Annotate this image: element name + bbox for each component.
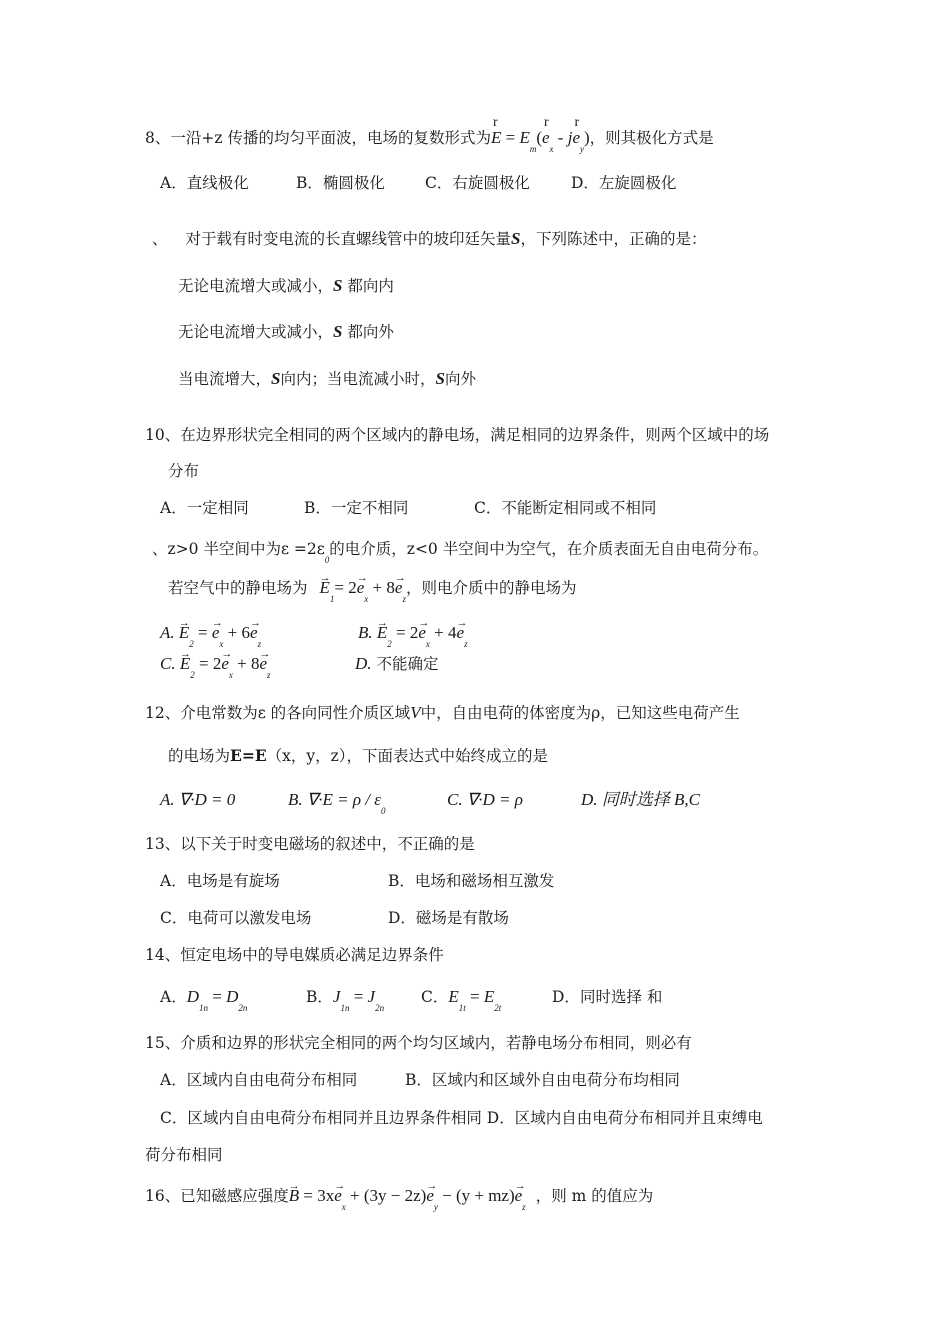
q14-option-c[interactable]: C．$E_{1t} = E_{2t}$ xyxy=(421,987,502,1013)
q13-option-b[interactable]: B．电场和磁场相互激发 xyxy=(388,872,555,890)
q15-option-a[interactable]: A．区域内自由电荷分布相同 xyxy=(160,1071,358,1089)
q14-stem: 14、恒定电场中的导电媒质必满足边界条件 xyxy=(145,946,444,964)
q9-option-1[interactable]: 无论电流增大或减小，S 都向内 xyxy=(178,276,394,295)
q13-options-row2 xyxy=(160,908,509,928)
q8-option-a[interactable]: A．直线极化 xyxy=(160,174,249,192)
q14-options xyxy=(160,987,663,1013)
q8-option-b[interactable]: B．椭圆极化 xyxy=(296,174,385,192)
q8-equation: r $E = E_m(r$ $e_x$ - jr $e_y$) xyxy=(491,128,590,147)
q16-equation: → $B = 3x\to e_x + (3y - 2z)\to e_y - (y + mz)\to e_z$ xyxy=(289,1186,526,1205)
q14-option-a[interactable]: A．$D_{1n} = D_{2n}$ xyxy=(160,987,248,1013)
q8-options xyxy=(160,173,676,193)
q13-stem: 13、以下关于时变电磁场的叙述中，不正确的是 xyxy=(145,835,475,853)
q16-stem: 16、已知磁感应强度→ $B = 3x\to e_x + (3y - 2z)\to e_y - (y + mz)\to e_z$，则 m 的值应为 xyxy=(145,1186,653,1208)
q10-stem-cont: 分布 xyxy=(168,462,200,480)
q8-option-c[interactable]: C．右旋圆极化 xyxy=(425,174,530,192)
q10-stem: 10、在边界形状完全相同的两个区域内的静电场，满足相同的边界条件，则两个区域中的场 xyxy=(145,426,770,444)
q14-option-d[interactable]: D．同时选择 和 xyxy=(552,988,663,1006)
q10-option-a[interactable]: A．一定相同 xyxy=(160,499,249,517)
q9-option-3[interactable]: 当电流增大，S向内；当电流减小时，S向外 xyxy=(178,369,476,388)
q8-stem: 8、一沿+z 传播的均匀平面波，电场的复数形式为r $E = E_m(r$ $e_x$ - jr $e_y$)，则其极化方式是 xyxy=(145,128,714,150)
q13-option-c[interactable]: C．电荷可以激发电场 xyxy=(160,909,312,927)
q10-options xyxy=(160,498,656,518)
q11-options-row1 xyxy=(160,623,468,649)
q13-option-a[interactable]: A．电场是有旋场 xyxy=(160,872,280,890)
q15-options-row2-cont: 荷分布相同 xyxy=(145,1146,223,1164)
q15-options-row1 xyxy=(160,1070,680,1090)
q12-options xyxy=(160,790,700,816)
q12-stem: 12、介电常数为ε 的各向同性介质区域V中，自由电荷的体密度为ρ，已知这些电荷产生 xyxy=(145,703,740,722)
q11-option-c[interactable]: C. → $E_2 = 2\to e_x + 8\to e_z$ xyxy=(160,654,355,676)
q8-option-d[interactable]: D．左旋圆极化 xyxy=(571,174,677,192)
q11-option-a[interactable]: A. → $E_2$ = → $e_x + 6\to e_z$ xyxy=(160,623,358,645)
q15-stem: 15、介质和边界的形状完全相同的两个均匀区域内，若静电场分布相同，则必有 xyxy=(145,1034,692,1052)
q12-option-c[interactable]: C. ∇·D = ρ xyxy=(447,790,523,809)
q11-option-b[interactable]: B. → $E_2 = 2\to e_x + 4\to e_z$ xyxy=(358,623,468,645)
q9-stem: 、 对于载有时变电流的长直螺线管中的坡印廷矢量S，下列陈述中，正确的是： xyxy=(152,229,707,248)
q11-option-d[interactable]: D. 不能确定 xyxy=(355,654,439,673)
q11-stem: 、z>0 半空间中为$\varepsilon =2\varepsilon_0$的电介质，z<0 半空间中为空气，在介质表面无自由电荷分布。 xyxy=(152,540,769,565)
q10-option-b[interactable]: B．一定不相同 xyxy=(304,499,409,517)
q11-stem-cont: 若空气中的静电场为→ $E_1= 2\to e_x + 8\to e_z$，则电介质中的静电场为 xyxy=(168,578,576,600)
q12-stem-cont: 的电场为E=E（x，y，z），下面表达式中始终成立的是 xyxy=(168,746,549,765)
q15-options-row2[interactable]: C．区域内自由电荷分布相同并且边界条件相同 D．区域内自由电荷分布相同并且束缚电 xyxy=(160,1109,763,1127)
q12-option-b[interactable]: B. $\nabla\cdot E = \rho / \varepsilon_0$ xyxy=(288,790,386,816)
q9-option-2[interactable]: 无论电流增大或减小，S 都向外 xyxy=(178,322,394,341)
q10-option-c[interactable]: C．不能断定相同或不相同 xyxy=(474,499,657,517)
q14-option-b[interactable]: B．$J_{1n} = J_{2n}$ xyxy=(306,987,385,1013)
q15-option-b[interactable]: B．区域内和区域外自由电荷分布均相同 xyxy=(405,1071,680,1089)
q13-options-row1 xyxy=(160,871,554,891)
q13-option-d[interactable]: D．磁场是有散场 xyxy=(388,909,509,927)
q12-option-d[interactable]: D. 同时选择 B,C xyxy=(581,790,700,809)
q11-options-row2 xyxy=(160,654,439,680)
q12-option-a[interactable]: A. ∇·D = 0 xyxy=(160,790,236,809)
